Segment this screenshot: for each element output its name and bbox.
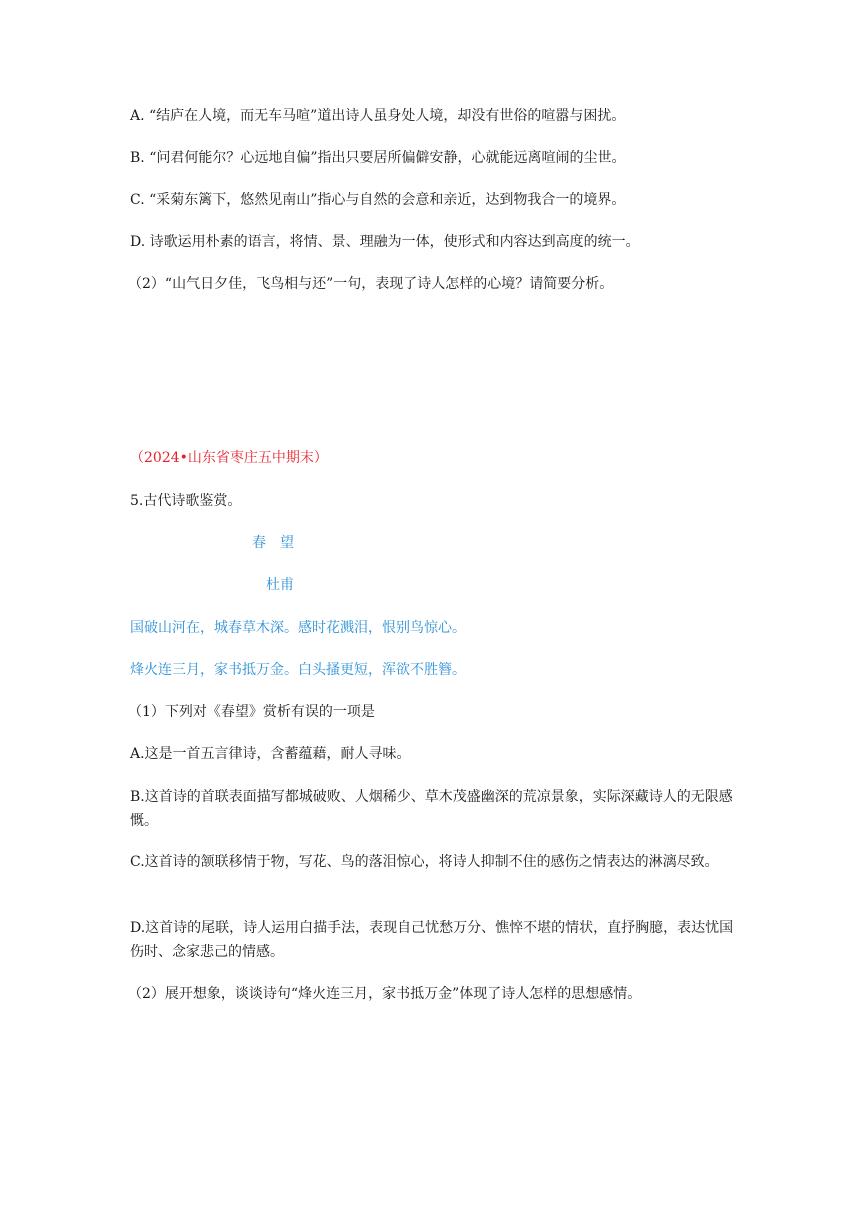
poem-line-2: 烽火连三月，家书抵万金。白头搔更短，浑欲不胜簪。 — [130, 662, 466, 678]
sub-question-1: （1）下列对《春望》赏析有误的一项是 — [128, 704, 375, 720]
question-heading: 5.古代诗歌鉴赏。 — [130, 493, 242, 509]
option-d: D. 诗歌运用朴素的语言，将情、景、理融为一体，使形式和内容达到高度的统一。 — [130, 234, 640, 250]
option-d: D.这首诗的尾联，诗人运用白描手法，表现自己忧愁万分、憔悴不堪的情状，直抒胸臆，表达忧国伤时、念家悲己的情感。 — [130, 920, 734, 960]
option-c: C.这首诗的颔联移情于物，写花、鸟的落泪惊心，将诗人抑制不住的感伤之情表达的淋漓尽致。 — [130, 854, 719, 870]
option-c: C. “采菊东篱下，悠然见南山”指心与自然的会意和亲近，达到物我合一的境界。 — [130, 192, 626, 208]
poem-title: 春 望 — [252, 535, 294, 551]
sub-question-2: （2）展开想象，谈谈诗句“烽火连三月，家书抵万金”体现了诗人怎样的思想感情。 — [128, 986, 642, 1002]
option-a: A.这是一首五言律诗，含蓄蕴藉，耐人寻味。 — [130, 746, 411, 762]
option-b: B.这首诗的首联表面描写都城破败、人烟稀少、草木茂盛幽深的荒凉景象，实际深藏诗人的无限感慨。 — [130, 789, 733, 829]
option-a: A. “结庐在人境，而无车马喧”道出诗人虽身处人境，却没有世俗的喧嚣与困扰。 — [130, 108, 626, 124]
option-b: B. “问君何能尔？心远地自偏”指出只要居所偏僻安静，心就能远离喧闹的尘世。 — [130, 150, 626, 166]
source-label: （2024•山东省枣庄五中期末） — [130, 450, 328, 466]
poem-author: 杜甫 — [266, 577, 294, 593]
sub-question-2: （2）“山气日夕佳，飞鸟相与还”一句，表现了诗人怎样的心境？请简要分析。 — [128, 276, 614, 292]
poem-line-1: 国破山河在，城春草木深。感时花溅泪，恨别鸟惊心。 — [130, 620, 466, 636]
